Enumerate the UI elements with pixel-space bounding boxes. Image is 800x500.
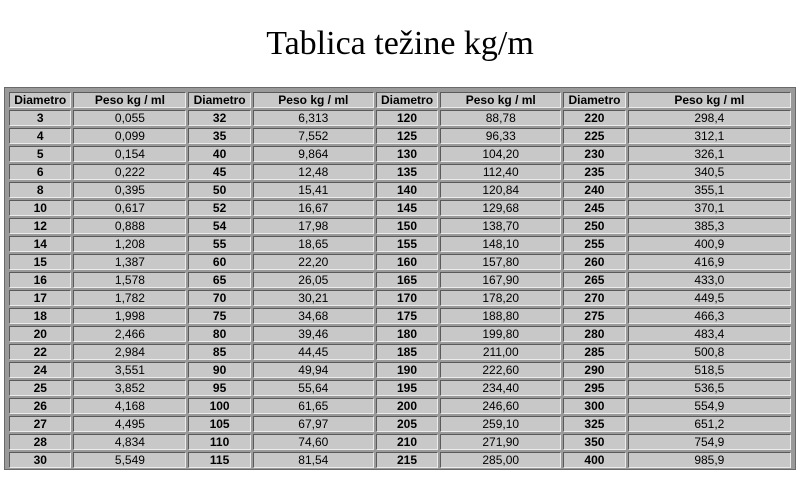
peso-cell: 0,099 (73, 128, 186, 144)
diametro-cell: 5 (9, 146, 71, 162)
diametro-cell: 215 (376, 452, 438, 468)
weight-table (7, 90, 793, 470)
peso-cell: 2,984 (73, 344, 186, 360)
diametro-cell: 18 (9, 308, 71, 324)
diametro-cell: 80 (188, 326, 250, 342)
peso-cell: 138,70 (440, 218, 561, 234)
table-row (9, 200, 791, 216)
table-body (9, 110, 791, 468)
page-title: Tablica težine kg/m (266, 25, 534, 62)
diametro-cell: 250 (563, 218, 625, 234)
header-peso: Peso kg / ml (628, 92, 791, 108)
peso-cell: 3,852 (73, 380, 186, 396)
diametro-cell: 400 (563, 452, 625, 468)
diametro-cell: 8 (9, 182, 71, 198)
diametro-cell: 295 (563, 380, 625, 396)
diametro-cell: 50 (188, 182, 250, 198)
header-peso: Peso kg / ml (73, 92, 186, 108)
table-row (9, 344, 791, 360)
peso-cell: 12,48 (253, 164, 374, 180)
peso-cell: 400,9 (628, 236, 791, 252)
diametro-cell: 245 (563, 200, 625, 216)
diametro-cell: 16 (9, 272, 71, 288)
diametro-cell: 230 (563, 146, 625, 162)
table-row (9, 308, 791, 324)
diametro-cell: 90 (188, 362, 250, 378)
diametro-cell: 225 (563, 128, 625, 144)
table-row (9, 434, 791, 450)
peso-cell: 4,495 (73, 416, 186, 432)
peso-cell: 44,45 (253, 344, 374, 360)
diametro-cell: 24 (9, 362, 71, 378)
diametro-cell: 280 (563, 326, 625, 342)
table-row (9, 128, 791, 144)
peso-cell: 112,40 (440, 164, 561, 180)
diametro-cell: 120 (376, 110, 438, 126)
table-row (9, 290, 791, 306)
peso-cell: 18,65 (253, 236, 374, 252)
diametro-cell: 105 (188, 416, 250, 432)
diametro-cell: 115 (188, 452, 250, 468)
diametro-cell: 170 (376, 290, 438, 306)
diametro-cell: 20 (9, 326, 71, 342)
peso-cell: 385,3 (628, 218, 791, 234)
diametro-cell: 17 (9, 290, 71, 306)
diametro-cell: 26 (9, 398, 71, 414)
diametro-cell: 210 (376, 434, 438, 450)
peso-cell: 5,549 (73, 452, 186, 468)
peso-cell: 49,94 (253, 362, 374, 378)
header-diametro: Diametro (188, 92, 250, 108)
peso-cell: 326,1 (628, 146, 791, 162)
diametro-cell: 180 (376, 326, 438, 342)
table-row (9, 362, 791, 378)
diametro-cell: 285 (563, 344, 625, 360)
diametro-cell: 95 (188, 380, 250, 396)
peso-cell: 15,41 (253, 182, 374, 198)
diametro-cell: 35 (188, 128, 250, 144)
diametro-cell: 3 (9, 110, 71, 126)
peso-cell: 34,68 (253, 308, 374, 324)
diametro-cell: 195 (376, 380, 438, 396)
peso-cell: 433,0 (628, 272, 791, 288)
table-row (9, 398, 791, 414)
header-diametro: Diametro (376, 92, 438, 108)
peso-cell: 9,864 (253, 146, 374, 162)
diametro-cell: 85 (188, 344, 250, 360)
diametro-cell: 140 (376, 182, 438, 198)
peso-cell: 222,60 (440, 362, 561, 378)
diametro-cell: 25 (9, 380, 71, 396)
peso-cell: 285,00 (440, 452, 561, 468)
diametro-cell: 27 (9, 416, 71, 432)
diametro-cell: 28 (9, 434, 71, 450)
peso-cell: 651,2 (628, 416, 791, 432)
diametro-cell: 60 (188, 254, 250, 270)
header-peso: Peso kg / ml (253, 92, 374, 108)
peso-cell: 518,5 (628, 362, 791, 378)
peso-cell: 211,00 (440, 344, 561, 360)
diametro-cell: 260 (563, 254, 625, 270)
peso-cell: 271,90 (440, 434, 561, 450)
peso-cell: 0,055 (73, 110, 186, 126)
peso-cell: 74,60 (253, 434, 374, 450)
peso-cell: 483,4 (628, 326, 791, 342)
peso-cell: 449,5 (628, 290, 791, 306)
peso-cell: 1,387 (73, 254, 186, 270)
diametro-cell: 54 (188, 218, 250, 234)
table-row (9, 416, 791, 432)
diametro-cell: 155 (376, 236, 438, 252)
weight-table-frame (4, 87, 796, 470)
diametro-cell: 70 (188, 290, 250, 306)
diametro-cell: 145 (376, 200, 438, 216)
peso-cell: 3,551 (73, 362, 186, 378)
diametro-cell: 300 (563, 398, 625, 414)
table-row (9, 110, 791, 126)
peso-cell: 355,1 (628, 182, 791, 198)
diametro-cell: 6 (9, 164, 71, 180)
diametro-cell: 12 (9, 218, 71, 234)
peso-cell: 26,05 (253, 272, 374, 288)
table-row (9, 146, 791, 162)
diametro-cell: 55 (188, 236, 250, 252)
peso-cell: 1,998 (73, 308, 186, 324)
peso-cell: 61,65 (253, 398, 374, 414)
diametro-cell: 325 (563, 416, 625, 432)
peso-cell: 81,54 (253, 452, 374, 468)
diametro-cell: 165 (376, 272, 438, 288)
diametro-cell: 100 (188, 398, 250, 414)
diametro-cell: 40 (188, 146, 250, 162)
peso-cell: 416,9 (628, 254, 791, 270)
peso-cell: 1,578 (73, 272, 186, 288)
peso-cell: 39,46 (253, 326, 374, 342)
peso-cell: 500,8 (628, 344, 791, 360)
peso-cell: 178,20 (440, 290, 561, 306)
peso-cell: 67,97 (253, 416, 374, 432)
diametro-cell: 205 (376, 416, 438, 432)
diametro-cell: 14 (9, 236, 71, 252)
peso-cell: 199,80 (440, 326, 561, 342)
diametro-cell: 160 (376, 254, 438, 270)
diametro-cell: 150 (376, 218, 438, 234)
peso-cell: 234,40 (440, 380, 561, 396)
peso-cell: 2,466 (73, 326, 186, 342)
peso-cell: 0,888 (73, 218, 186, 234)
peso-cell: 88,78 (440, 110, 561, 126)
diametro-cell: 75 (188, 308, 250, 324)
peso-cell: 754,9 (628, 434, 791, 450)
diametro-cell: 32 (188, 110, 250, 126)
header-diametro: Diametro (9, 92, 71, 108)
table-row (9, 182, 791, 198)
diametro-cell: 10 (9, 200, 71, 216)
peso-cell: 4,834 (73, 434, 186, 450)
peso-cell: 340,5 (628, 164, 791, 180)
peso-cell: 148,10 (440, 236, 561, 252)
diametro-cell: 30 (9, 452, 71, 468)
peso-cell: 129,68 (440, 200, 561, 216)
peso-cell: 0,617 (73, 200, 186, 216)
peso-cell: 1,208 (73, 236, 186, 252)
peso-cell: 554,9 (628, 398, 791, 414)
peso-cell: 466,3 (628, 308, 791, 324)
table-row (9, 272, 791, 288)
peso-cell: 0,222 (73, 164, 186, 180)
diametro-cell: 45 (188, 164, 250, 180)
diametro-cell: 240 (563, 182, 625, 198)
diametro-cell: 15 (9, 254, 71, 270)
table-row (9, 326, 791, 342)
peso-cell: 17,98 (253, 218, 374, 234)
table-header-row (9, 92, 791, 108)
diametro-cell: 4 (9, 128, 71, 144)
diametro-cell: 235 (563, 164, 625, 180)
peso-cell: 30,21 (253, 290, 374, 306)
diametro-cell: 130 (376, 146, 438, 162)
peso-cell: 246,60 (440, 398, 561, 414)
peso-cell: 16,67 (253, 200, 374, 216)
diametro-cell: 270 (563, 290, 625, 306)
diametro-cell: 290 (563, 362, 625, 378)
diametro-cell: 265 (563, 272, 625, 288)
peso-cell: 22,20 (253, 254, 374, 270)
peso-cell: 157,80 (440, 254, 561, 270)
peso-cell: 536,5 (628, 380, 791, 396)
peso-cell: 104,20 (440, 146, 561, 162)
diametro-cell: 125 (376, 128, 438, 144)
header-diametro: Diametro (563, 92, 625, 108)
header-peso: Peso kg / ml (440, 92, 561, 108)
peso-cell: 259,10 (440, 416, 561, 432)
diametro-cell: 220 (563, 110, 625, 126)
diametro-cell: 185 (376, 344, 438, 360)
peso-cell: 1,782 (73, 290, 186, 306)
table-row (9, 254, 791, 270)
diametro-cell: 175 (376, 308, 438, 324)
peso-cell: 4,168 (73, 398, 186, 414)
table-row (9, 236, 791, 252)
diametro-cell: 275 (563, 308, 625, 324)
peso-cell: 985,9 (628, 452, 791, 468)
table-row (9, 218, 791, 234)
peso-cell: 120,84 (440, 182, 561, 198)
diametro-cell: 200 (376, 398, 438, 414)
diametro-cell: 52 (188, 200, 250, 216)
peso-cell: 6,313 (253, 110, 374, 126)
table-row (9, 380, 791, 396)
peso-cell: 188,80 (440, 308, 561, 324)
peso-cell: 370,1 (628, 200, 791, 216)
diametro-cell: 110 (188, 434, 250, 450)
diametro-cell: 350 (563, 434, 625, 450)
diametro-cell: 255 (563, 236, 625, 252)
peso-cell: 167,90 (440, 272, 561, 288)
diametro-cell: 22 (9, 344, 71, 360)
table-row (9, 452, 791, 468)
peso-cell: 55,64 (253, 380, 374, 396)
peso-cell: 0,395 (73, 182, 186, 198)
peso-cell: 0,154 (73, 146, 186, 162)
peso-cell: 7,552 (253, 128, 374, 144)
diametro-cell: 190 (376, 362, 438, 378)
peso-cell: 312,1 (628, 128, 791, 144)
peso-cell: 96,33 (440, 128, 561, 144)
table-row (9, 164, 791, 180)
diametro-cell: 135 (376, 164, 438, 180)
peso-cell: 298,4 (628, 110, 791, 126)
diametro-cell: 65 (188, 272, 250, 288)
